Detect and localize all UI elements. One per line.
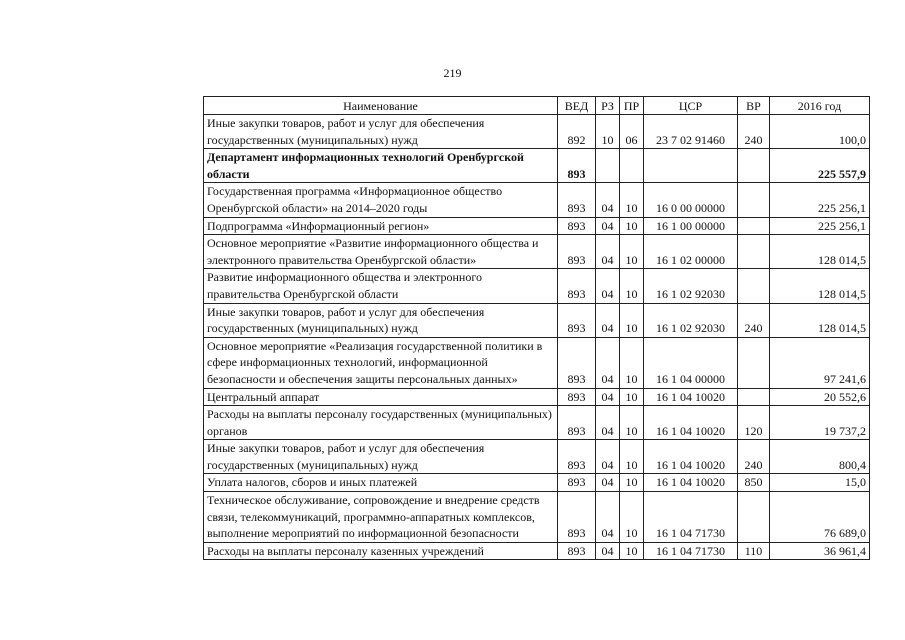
row-amount: 15,0 — [770, 474, 870, 492]
row-csr: 16 0 00 00000 — [644, 183, 738, 217]
row-csr — [644, 149, 738, 183]
row-ved: 893 — [558, 474, 596, 492]
row-amount: 225 256,1 — [770, 217, 870, 235]
row-ved: 893 — [558, 492, 596, 543]
row-pr: 10 — [620, 406, 644, 440]
row-vr: 110 — [738, 542, 770, 560]
row-vr: 120 — [738, 406, 770, 440]
row-csr: 16 1 04 10020 — [644, 474, 738, 492]
table-row — [204, 303, 870, 337]
row-amount: 800,4 — [770, 440, 870, 474]
row-name: Расходы на выплаты персоналу казенных учреждений — [204, 542, 558, 560]
row-rz: 04 — [596, 235, 620, 269]
row-rz: 04 — [596, 492, 620, 543]
row-csr: 16 1 04 10020 — [644, 388, 738, 406]
table-row — [204, 337, 870, 388]
row-ved: 893 — [558, 269, 596, 303]
row-vr: 240 — [738, 303, 770, 337]
row-name: Департамент информационных технологий Оренбургской области — [204, 149, 558, 183]
row-ved: 893 — [558, 183, 596, 217]
table-header-row — [204, 97, 870, 115]
row-csr: 16 1 02 00000 — [644, 235, 738, 269]
row-csr: 16 1 00 00000 — [644, 217, 738, 235]
row-csr: 16 1 02 92030 — [644, 303, 738, 337]
table-row — [204, 269, 870, 303]
row-amount: 19 737,2 — [770, 406, 870, 440]
row-pr: 10 — [620, 303, 644, 337]
row-name: Центральный аппарат — [204, 388, 558, 406]
row-amount: 225 256,1 — [770, 183, 870, 217]
row-amount: 128 014,5 — [770, 235, 870, 269]
row-name: Иные закупки товаров, работ и услуг для обеспечения государственных (муниципальных) нужд — [204, 303, 558, 337]
row-csr: 16 1 04 71730 — [644, 492, 738, 543]
row-pr: 10 — [620, 217, 644, 235]
row-rz: 04 — [596, 303, 620, 337]
row-pr: 06 — [620, 115, 644, 149]
row-csr: 23 7 02 91460 — [644, 115, 738, 149]
row-csr: 16 1 04 10020 — [644, 440, 738, 474]
table-row — [204, 492, 870, 543]
row-rz: 10 — [596, 115, 620, 149]
header-pr: ПР — [620, 97, 644, 115]
row-name: Основное мероприятие «Развитие информационного общества и электронного правительства Оренбургской области» — [204, 235, 558, 269]
table-row — [204, 406, 870, 440]
row-ved: 893 — [558, 337, 596, 388]
table-row — [204, 183, 870, 217]
row-pr: 10 — [620, 388, 644, 406]
row-name: Расходы на выплаты персоналу государственных (муниципальных) органов — [204, 406, 558, 440]
table-row — [204, 235, 870, 269]
row-vr — [738, 217, 770, 235]
row-vr — [738, 149, 770, 183]
row-pr: 10 — [620, 337, 644, 388]
row-name: Иные закупки товаров, работ и услуг для обеспечения государственных (муниципальных) нужд — [204, 115, 558, 149]
row-pr: 10 — [620, 542, 644, 560]
row-ved: 893 — [558, 149, 596, 183]
row-rz: 04 — [596, 269, 620, 303]
row-rz: 04 — [596, 217, 620, 235]
row-amount: 20 552,6 — [770, 388, 870, 406]
row-pr: 10 — [620, 235, 644, 269]
row-name: Подпрограмма «Информационный регион» — [204, 217, 558, 235]
row-vr: 850 — [738, 474, 770, 492]
row-pr: 10 — [620, 492, 644, 543]
header-csr: ЦСР — [644, 97, 738, 115]
row-ved: 892 — [558, 115, 596, 149]
row-amount: 128 014,5 — [770, 269, 870, 303]
row-amount: 76 689,0 — [770, 492, 870, 543]
row-ved: 893 — [558, 542, 596, 560]
row-csr: 16 1 02 92030 — [644, 269, 738, 303]
row-pr: 10 — [620, 269, 644, 303]
row-name: Уплата налогов, сборов и иных платежей — [204, 474, 558, 492]
row-rz: 04 — [596, 542, 620, 560]
row-rz: 04 — [596, 406, 620, 440]
row-name: Техническое обслуживание, сопровождение и внедрение средств связи, телекоммуникаций, программно-аппаратных комплексов, выполнение мероприятий по информационной безопасности — [204, 492, 558, 543]
row-csr: 16 1 04 00000 — [644, 337, 738, 388]
row-name: Развитие информационного общества и электронного правительства Оренбургской области — [204, 269, 558, 303]
row-amount: 225 557,9 — [770, 149, 870, 183]
table-row — [204, 542, 870, 560]
table-row — [204, 388, 870, 406]
header-vr: ВР — [738, 97, 770, 115]
row-rz: 04 — [596, 474, 620, 492]
row-vr — [738, 235, 770, 269]
row-ved: 893 — [558, 217, 596, 235]
row-ved: 893 — [558, 303, 596, 337]
table-row — [204, 115, 870, 149]
row-amount: 128 014,5 — [770, 303, 870, 337]
row-csr: 16 1 04 71730 — [644, 542, 738, 560]
row-name: Иные закупки товаров, работ и услуг для обеспечения государственных (муниципальных) нужд — [204, 440, 558, 474]
row-rz: 04 — [596, 183, 620, 217]
row-vr — [738, 388, 770, 406]
row-pr — [620, 149, 644, 183]
budget-table — [203, 96, 870, 560]
row-vr — [738, 492, 770, 543]
row-amount: 100,0 — [770, 115, 870, 149]
row-vr — [738, 337, 770, 388]
header-year: 2016 год — [770, 97, 870, 115]
row-rz: 04 — [596, 388, 620, 406]
row-pr: 10 — [620, 474, 644, 492]
table-row — [204, 149, 870, 183]
row-csr: 16 1 04 10020 — [644, 406, 738, 440]
header-rz: РЗ — [596, 97, 620, 115]
row-ved: 893 — [558, 406, 596, 440]
row-pr: 10 — [620, 440, 644, 474]
row-pr: 10 — [620, 183, 644, 217]
row-vr — [738, 269, 770, 303]
row-vr: 240 — [738, 440, 770, 474]
row-name: Государственная программа «Информационное общество Оренбургской области» на 2014–2020 годы — [204, 183, 558, 217]
row-name: Основное мероприятие «Реализация государственной политики в сфере информационных технологий, информационной безопасности и обеспечения защиты персональных данных» — [204, 337, 558, 388]
row-rz: 04 — [596, 440, 620, 474]
row-amount: 97 241,6 — [770, 337, 870, 388]
header-ved: ВЕД — [558, 97, 596, 115]
row-vr — [738, 183, 770, 217]
row-ved: 893 — [558, 235, 596, 269]
row-vr: 240 — [738, 115, 770, 149]
row-amount: 36 961,4 — [770, 542, 870, 560]
table-row — [204, 474, 870, 492]
row-rz — [596, 149, 620, 183]
page-number: 219 — [443, 66, 462, 80]
table-row — [204, 440, 870, 474]
header-name: Наименование — [204, 97, 558, 115]
row-ved: 893 — [558, 388, 596, 406]
row-ved: 893 — [558, 440, 596, 474]
row-rz: 04 — [596, 337, 620, 388]
table-row — [204, 217, 870, 235]
